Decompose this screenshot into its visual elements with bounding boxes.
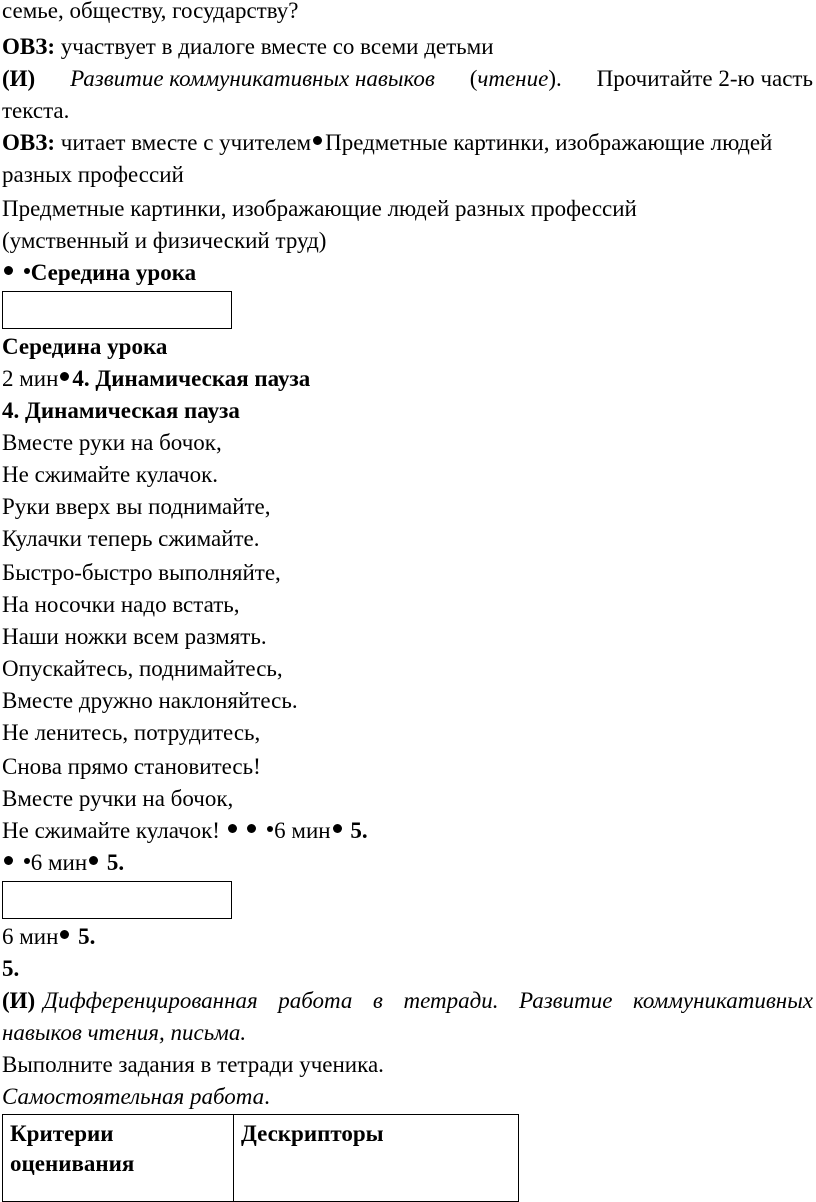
task-paren: (чтение). <box>469 66 562 91</box>
empty-box <box>2 881 232 919</box>
section-heading: Середина урока <box>2 334 168 359</box>
line-text: текста. <box>2 98 70 123</box>
ovz-label: ОВЗ: <box>2 34 56 59</box>
text-line <box>2 96 69 126</box>
bullet-icon <box>313 136 322 145</box>
bullet-icon <box>60 930 69 939</box>
text-line <box>2 332 167 362</box>
poem-line: Руки вверх вы поднимайте, <box>2 494 271 519</box>
poem-line: Снова прямо становитесь! <box>2 754 261 779</box>
poem-line: Не сжимайте кулачок. <box>2 462 218 487</box>
bullet-icon <box>267 826 273 832</box>
poem-line: Вместе руки на бочок, <box>2 430 222 455</box>
poem-line: Вместе дружно наклоняйтесь. <box>2 688 298 713</box>
poem-line: Не ленитесь, потрудитесь, <box>2 720 261 745</box>
task-title: Развитие коммуникативных навыков <box>70 66 435 91</box>
line-text: читает вместе с учителем <box>55 130 312 155</box>
bullet-icon <box>89 856 98 865</box>
table-cell-descriptors: Дескрипторы <box>234 1115 519 1202</box>
text-line <box>2 64 813 94</box>
section-heading: 4. Динамическая пауза <box>72 366 311 391</box>
poem-line: Вместе ручки на бочок, <box>2 786 234 811</box>
poem-line: Наши ножки всем размять. <box>2 624 267 649</box>
text-line <box>2 128 772 158</box>
text-line <box>2 848 124 878</box>
section-number: 5. <box>78 924 96 949</box>
text-line <box>2 954 19 984</box>
line-text: (умственный и физический труд) <box>2 228 327 253</box>
task-title: Дифференцированная работа в тетради. Развитие коммуникативных <box>43 988 813 1013</box>
i-label: (И) <box>2 988 36 1013</box>
text-line <box>2 0 299 26</box>
section-number: 5. <box>106 850 125 875</box>
text-line <box>2 986 813 1016</box>
line-text: участвует в диалоге вместе со всеми детьми <box>55 34 494 59</box>
text-line <box>2 226 326 256</box>
poem-line: Быстро-быстро выполняйте, <box>2 560 281 585</box>
section-heading: 4. Динамическая пауза <box>2 398 240 423</box>
text-line <box>2 922 95 952</box>
table-cell-criteria: Критерии оценивания <box>3 1115 234 1202</box>
bullet-icon <box>247 824 256 833</box>
text-line <box>2 396 240 426</box>
bullet-icon <box>24 268 30 274</box>
bullet-icon <box>60 372 69 381</box>
bullet-icon <box>228 824 237 833</box>
bullet-icon <box>4 856 13 865</box>
line-text: Предметные картинки, изображающие людей <box>325 130 773 155</box>
text-line <box>2 364 310 394</box>
bullet-icon <box>4 266 13 275</box>
poem-line: Кулачки теперь сжимайте. <box>2 526 260 551</box>
poem-line: Не сжимайте кулачок! <box>2 818 226 843</box>
task-title: навыков чтения, письма. <box>2 1020 247 1045</box>
poem-line: На носочки надо встать, <box>2 592 240 617</box>
line-text: Прочитайте 2-ю часть <box>596 66 813 91</box>
line-text: Выполните задания в тетради ученика. <box>2 1052 384 1077</box>
text-line <box>2 32 494 62</box>
text-line <box>2 258 196 288</box>
text-line <box>2 1050 384 1080</box>
line-text: семье, обществу, государству? <box>2 0 299 23</box>
bullet-icon <box>24 858 30 864</box>
line-text: Предметные картинки, изображающие людей разных профессий <box>2 196 637 221</box>
section-number: 5. <box>350 818 368 843</box>
bullet-icon <box>333 824 342 833</box>
time-label: 2 мин <box>2 366 59 391</box>
time-label: 6 мин <box>274 818 331 843</box>
poem-line: Опускайтесь, поднимайтесь, <box>2 656 283 681</box>
line-text: разных профессий <box>2 162 184 187</box>
empty-box <box>2 291 232 329</box>
ovz-label: ОВЗ: <box>2 130 56 155</box>
criteria-table <box>2 1114 519 1202</box>
table-row <box>3 1115 519 1202</box>
text-line <box>2 194 637 224</box>
time-label: 6 мин <box>30 850 88 875</box>
task-title: Самостоятельная работа <box>2 1084 265 1109</box>
text-line <box>2 160 184 190</box>
section-number: 5. <box>2 956 20 981</box>
section-heading: Середина урока <box>30 260 197 285</box>
i-label: (И) <box>2 66 36 91</box>
text-line <box>2 1018 246 1048</box>
text-line: Самостоятельная работа. <box>2 1084 270 1109</box>
text-line <box>2 816 368 846</box>
time-label: 6 мин <box>2 924 59 949</box>
